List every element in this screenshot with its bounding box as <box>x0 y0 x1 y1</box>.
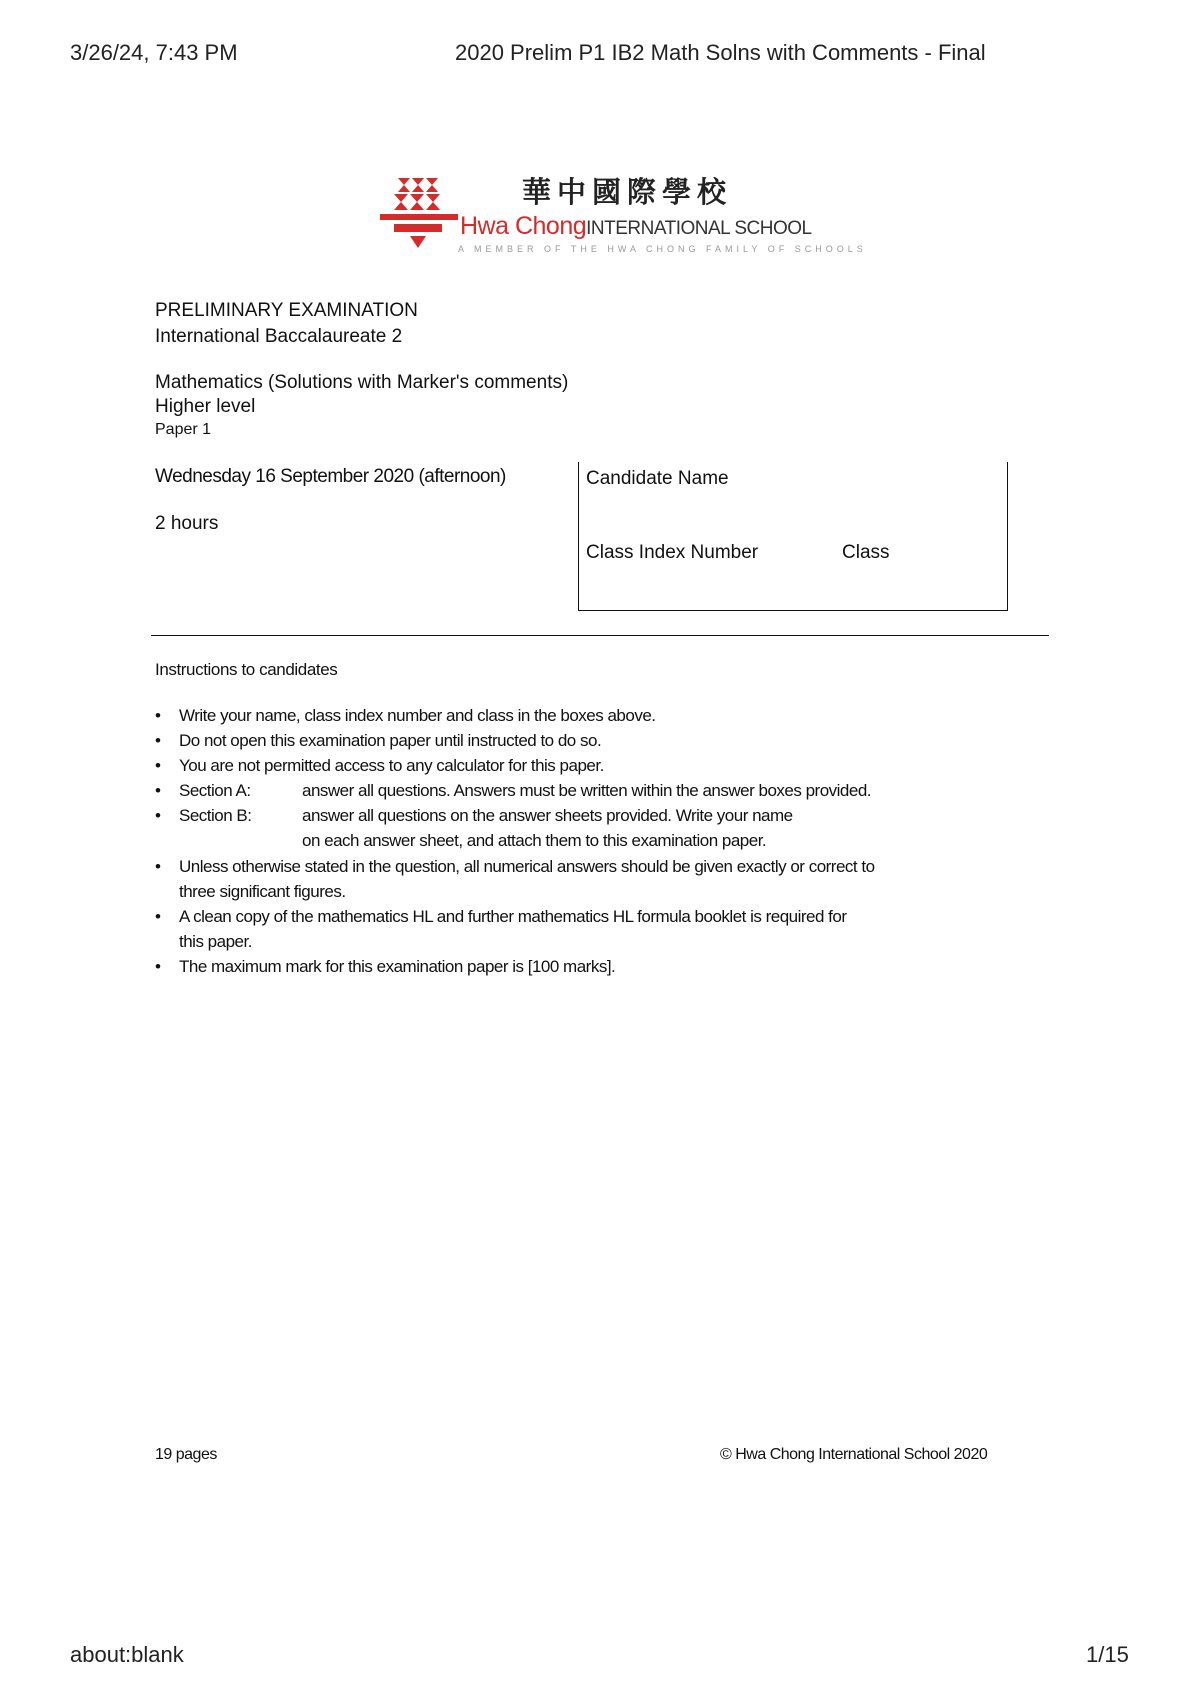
bullet: • <box>155 706 161 725</box>
copyright: © Hwa Chong International School 2020 <box>720 1446 988 1463</box>
page-count: 19 pages <box>155 1446 217 1463</box>
exam-subject-line <box>155 372 568 394</box>
exam-subject-note: (Solutions with Marker's comments) <box>267 372 569 393</box>
exam-type: PRELIMINARY EXAMINATION <box>155 300 418 321</box>
bullet: • <box>155 731 161 750</box>
instruction-item: Unless otherwise stated in the question, all numerical answers should be given exactly or correct to <box>179 857 875 876</box>
print-doc-title: 2020 Prelim P1 IB2 Math Solns with Comments - Final <box>455 40 986 65</box>
school-emblem-icon <box>380 172 460 254</box>
section-b-text-cont: on each answer sheet, and attach them to this examination paper. <box>302 831 767 850</box>
school-name <box>460 212 812 241</box>
exam-date: Wednesday 16 September 2020 (afternoon) <box>155 466 506 487</box>
section-a-text: answer all questions. Answers must be written within the answer boxes provided. <box>302 781 872 800</box>
instruction-item: Write your name, class index number and class in the boxes above. <box>179 706 656 725</box>
exam-programme: International Baccalaureate 2 <box>155 326 403 347</box>
class-index-number-label: Class Index Number <box>586 542 759 563</box>
instructions-heading: Instructions to candidates <box>155 660 338 679</box>
bullet: • <box>155 781 161 800</box>
instruction-item: The maximum mark for this examination paper is [100 marks]. <box>179 957 616 976</box>
school-tagline: A MEMBER OF THE HWA CHONG FAMILY OF SCHOOLS <box>458 244 867 254</box>
class-label: Class <box>842 542 890 563</box>
section-b-text: answer all questions on the answer sheets provided. Write your name <box>302 806 793 825</box>
divider-line <box>151 635 1049 636</box>
instruction-item-cont: three significant figures. <box>179 882 346 901</box>
school-name-chinese: 華中國際學校 <box>522 175 733 209</box>
bullet: • <box>155 957 161 976</box>
instruction-item: A clean copy of the mathematics HL and further mathematics HL formula booklet is required for <box>179 907 847 926</box>
bullet: • <box>155 857 161 876</box>
instruction-item: You are not permitted access to any calculator for this paper. <box>179 756 604 775</box>
exam-duration: 2 hours <box>155 513 219 534</box>
section-b-label: Section B: <box>179 806 252 825</box>
print-datetime: 3/26/24, 7:43 PM <box>70 40 238 65</box>
bullet: • <box>155 907 161 926</box>
print-url: about:blank <box>70 1642 184 1667</box>
candidate-name-label: Candidate Name <box>586 468 729 489</box>
school-logo <box>380 172 867 262</box>
section-a-label: Section A: <box>179 781 251 800</box>
exam-level: Higher level <box>155 396 256 417</box>
school-name-international: INTERNATIONAL SCHOOL <box>586 218 812 239</box>
instruction-item: Do not open this examination paper until instructed to do so. <box>179 731 602 750</box>
exam-paper: Paper 1 <box>155 421 212 438</box>
school-name-hwa-chong: Hwa Chong <box>460 212 587 240</box>
bullet: • <box>155 806 161 825</box>
bullet: • <box>155 756 161 775</box>
exam-subject: Mathematics <box>155 372 263 393</box>
instruction-item-cont: this paper. <box>179 932 252 951</box>
print-page-number: 1/15 <box>1086 1642 1129 1667</box>
